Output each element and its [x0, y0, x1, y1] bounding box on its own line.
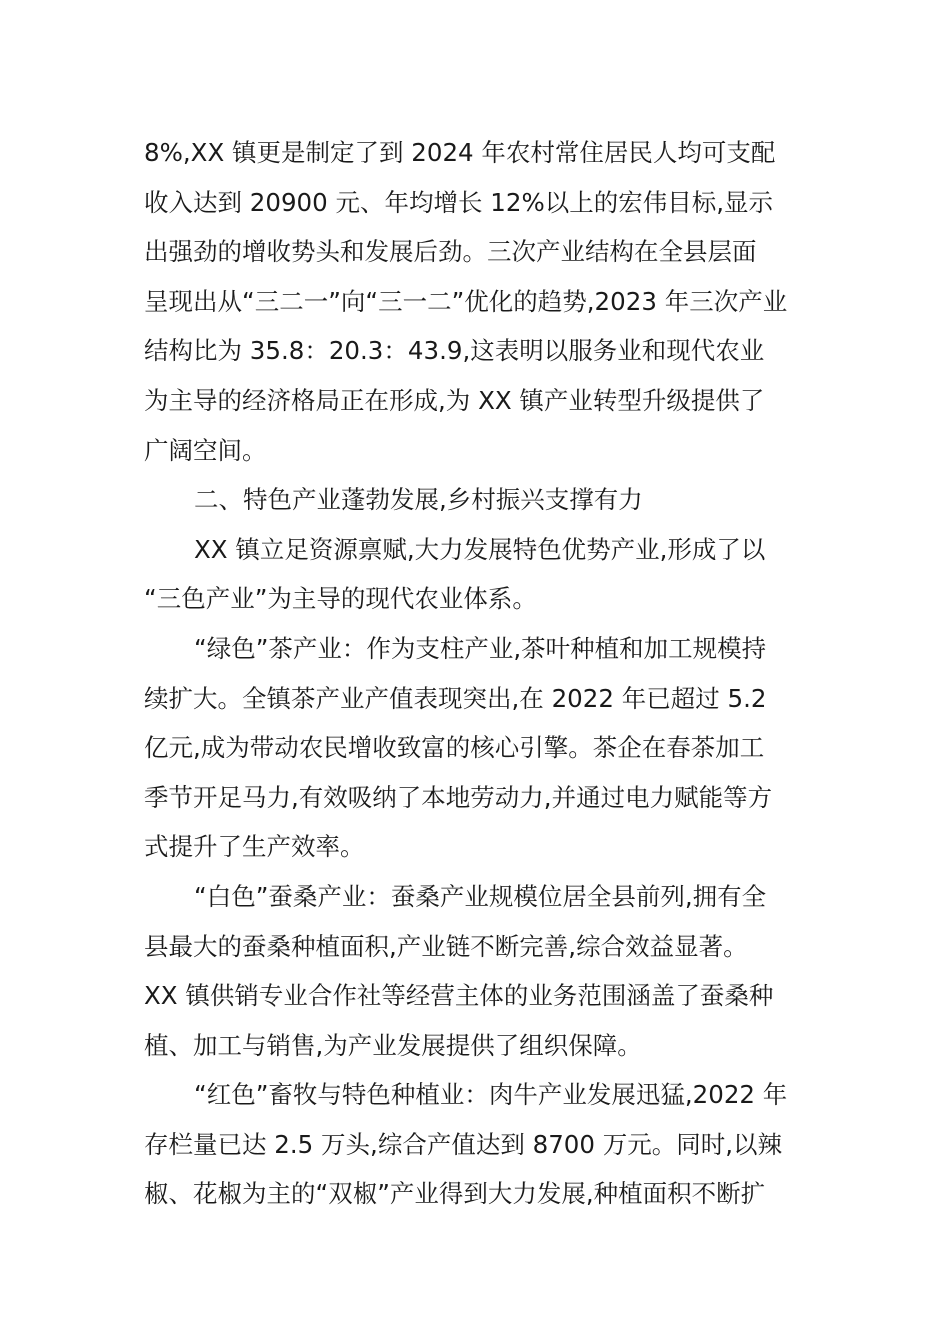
- text-line: 出强劲的增收势头和发展后劲。三次产业结构在全县层面: [144, 237, 757, 267]
- text-line: 县最大的蚕桑种植面积,产业链不断完善,综合效益显著。: [144, 931, 748, 961]
- text-line: 收入达到 20900 元、年均增长 12%以上的宏伟目标,显示: [144, 187, 774, 217]
- text-line: 广阔空间。: [144, 435, 267, 465]
- text-line: 季节开足马力,有效吸纳了本地劳动力,并通过电力赋能等方: [144, 782, 773, 812]
- text-line: XX 镇供销专业合作社等经营主体的业务范围涵盖了蚕桑种: [144, 981, 774, 1011]
- text-line: “三色产业”为主导的现代农业体系。: [144, 584, 537, 614]
- text-line: 8%,XX 镇更是制定了到 2024 年农村常住居民人均可支配: [144, 138, 776, 167]
- text-line: 式提升了生产效率。: [144, 832, 365, 862]
- text-line: “红色”畜牧与特色种植业：肉牛产业发展迅猛,2022 年: [194, 1080, 788, 1110]
- text-line: “白色”蚕桑产业：蚕桑产业规模位居全县前列,拥有全: [194, 881, 767, 911]
- text-line: XX 镇立足资源禀赋,大力发展特色优势产业,形成了以: [194, 534, 766, 564]
- text-line: 呈现出从“三二一”向“三一二”优化的趋势,2023 年三次产业: [144, 286, 788, 316]
- text-line: 椒、花椒为主的“双椒”产业得到大力发展,种植面积不断扩: [144, 1179, 766, 1209]
- text-line: 结构比为 35.8：20.3：43.9,这表明以服务业和现代农业: [144, 336, 765, 366]
- text-line: “绿色”茶产业：作为支柱产业,茶叶种植和加工规模持: [194, 633, 767, 663]
- body-text: [144, 128, 820, 1219]
- text-line: 亿元,成为带动农民增收致富的核心引擎。茶企在春茶加工: [144, 733, 765, 763]
- text-line: 续扩大。全镇茶产业产值表现突出,在 2022 年已超过 5.2: [144, 683, 767, 713]
- text-line: 植、加工与销售,为产业发展提供了组织保障。: [144, 1030, 642, 1060]
- text-line: 存栏量已达 2.5 万头,综合产值达到 8700 万元。同时,以辣: [144, 1129, 783, 1159]
- text-line: 为主导的经济格局正在形成,为 XX 镇产业转型升级提供了: [144, 385, 765, 415]
- section-heading: 二、特色产业蓬勃发展,乡村振兴支撑有力: [194, 485, 643, 515]
